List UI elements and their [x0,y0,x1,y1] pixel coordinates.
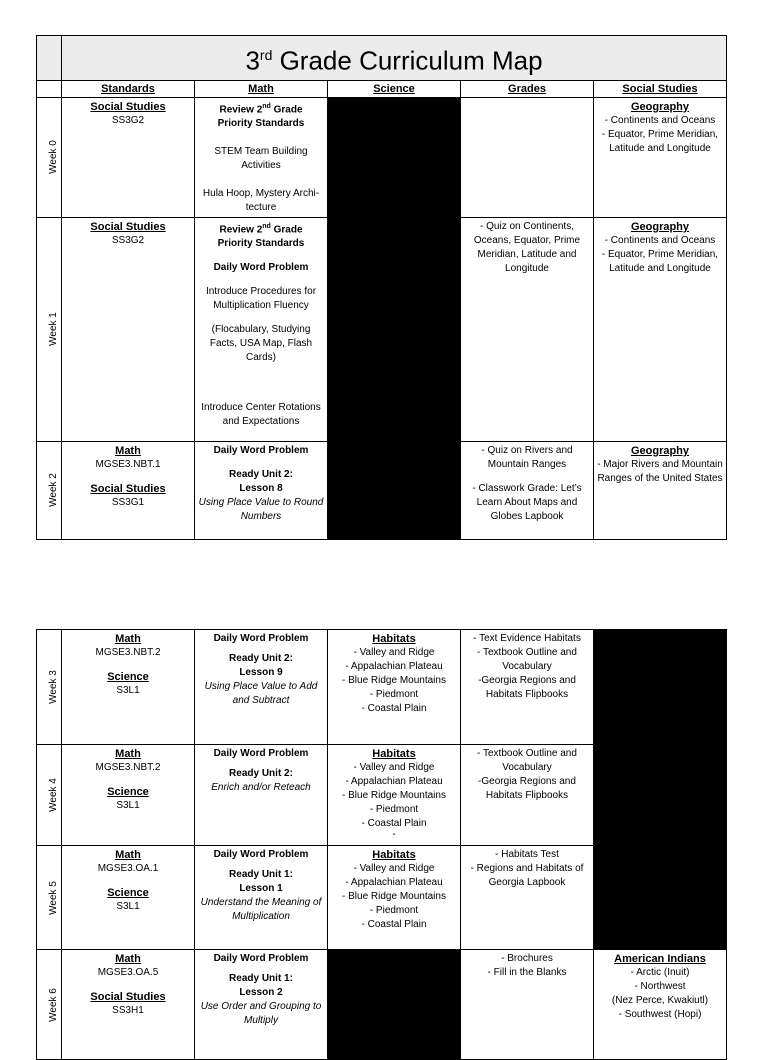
math-cell: Daily Word Problem Ready Unit 2: Lesson 8 Using Place Value to Round Numbers [195,441,328,539]
social-studies-cell: Geography - Continents and Oceans - Equator, Prime Meridian, Latitude and Longitude [594,97,727,217]
week-row-0 [37,97,727,217]
page-title: 3rd Grade Curriculum Map [62,36,727,81]
week-row-4 [37,745,727,846]
math-cell: Daily Word Problem Ready Unit 2: Lesson 9 Using Place Value to Add and Subtract [195,630,328,745]
science-cell-blank [328,441,461,539]
curriculum-table-bottom [36,629,727,1060]
math-cell: Daily Word Problem Ready Unit 2: Enrich and/or Reteach [195,745,328,846]
social-studies-cell-blank [594,745,727,846]
standards-cell: Math MGSE3.NBT.2 Science S3L1 [62,630,195,745]
header-social-studies: Social Studies [594,80,727,97]
science-cell-blank [328,217,461,441]
standards-cell: Social Studies SS3G2 [62,217,195,441]
grades-cell: - Quiz on Rivers and Mountain Ranges - Classwork Grade: Let’s Learn About Maps and Globes Lapbook [461,441,594,539]
standards-cell: Social Studies SS3G2 [62,97,195,217]
week-row-6 [37,950,727,1060]
standards-cell: Math MGSE3.OA.1 Science S3L1 [62,846,195,950]
math-cell: Daily Word Problem Ready Unit 1: Lesson 2 Use Order and Grouping to Multiply [195,950,328,1060]
header-corner [37,80,62,97]
grades-cell: - Habitats Test - Regions and Habitats of Georgia Lapbook [461,846,594,950]
math-cell: Review 2nd Grade Priority Standards STEM Team Building Activities Hula Hoop, Mystery Archi-tecture [195,97,328,217]
week-label: Week 4 [37,745,62,846]
standards-cell: Math MGSE3.OA.5 Social Studies SS3H1 [62,950,195,1060]
science-cell-blank [328,97,461,217]
math-cell: Review 2nd Grade Priority Standards Daily Word Problem Introduce Procedures for Multiplication Fluency (Flocabulary, Studying Facts, USA Map, Flash Cards) Introduce Center Rotations and Expectations [195,217,328,441]
science-cell-blank [328,950,461,1060]
grades-cell: - Text Evidence Habitats - Textbook Outline and Vocabulary -Georgia Regions and Habitats Flipbooks [461,630,594,745]
header-grades: Grades [461,80,594,97]
week-row-3 [37,630,727,745]
grades-cell: - Textbook Outline and Vocabulary -Georgia Regions and Habitats Flipbooks [461,745,594,846]
week-row-2 [37,441,727,539]
standards-cell: Math MGSE3.NBT.1 Social Studies SS3G1 [62,441,195,539]
week-row-5 [37,846,727,950]
week-label: Week 3 [37,630,62,745]
curriculum-table-top [36,35,727,540]
header-science: Science [328,80,461,97]
science-cell: Habitats - Valley and Ridge - Appalachian Plateau - Blue Ridge Mountains - Piedmont - Coastal Plain - [328,745,461,846]
header-standards: Standards [62,80,195,97]
social-studies-cell: Geography - Continents and Oceans - Equator, Prime Meridian, Latitude and Longitude [594,217,727,441]
grades-cell: - Brochures - Fill in the Blanks [461,950,594,1060]
corner-cell [37,36,62,81]
social-studies-cell-blank [594,846,727,950]
social-studies-cell: American Indians - Arctic (Inuit) - Northwest (Nez Perce, Kwakiutl) - Southwest (Hopi) [594,950,727,1060]
week-label: Week 1 [37,217,62,441]
social-studies-cell-blank [594,630,727,745]
week-label: Week 0 [37,97,62,217]
standards-cell: Math MGSE3.NBT.2 Science S3L1 [62,745,195,846]
week-label: Week 2 [37,441,62,539]
science-cell: Habitats - Valley and Ridge - Appalachian Plateau - Blue Ridge Mountains - Piedmont - Coastal Plain [328,846,461,950]
week-row-1 [37,217,727,441]
header-math: Math [195,80,328,97]
grades-cell: - Quiz on Continents, Oceans, Equator, Prime Meridian, Latitude and Longitude [461,217,594,441]
science-cell: Habitats - Valley and Ridge - Appalachian Plateau - Blue Ridge Mountains - Piedmont - Coastal Plain [328,630,461,745]
week-label: Week 5 [37,846,62,950]
social-studies-cell: Geography - Major Rivers and Mountain Ranges of the United States [594,441,727,539]
math-cell: Daily Word Problem Ready Unit 1: Lesson 1 Understand the Meaning of Multiplication [195,846,328,950]
grades-cell [461,97,594,217]
week-label: Week 6 [37,950,62,1060]
